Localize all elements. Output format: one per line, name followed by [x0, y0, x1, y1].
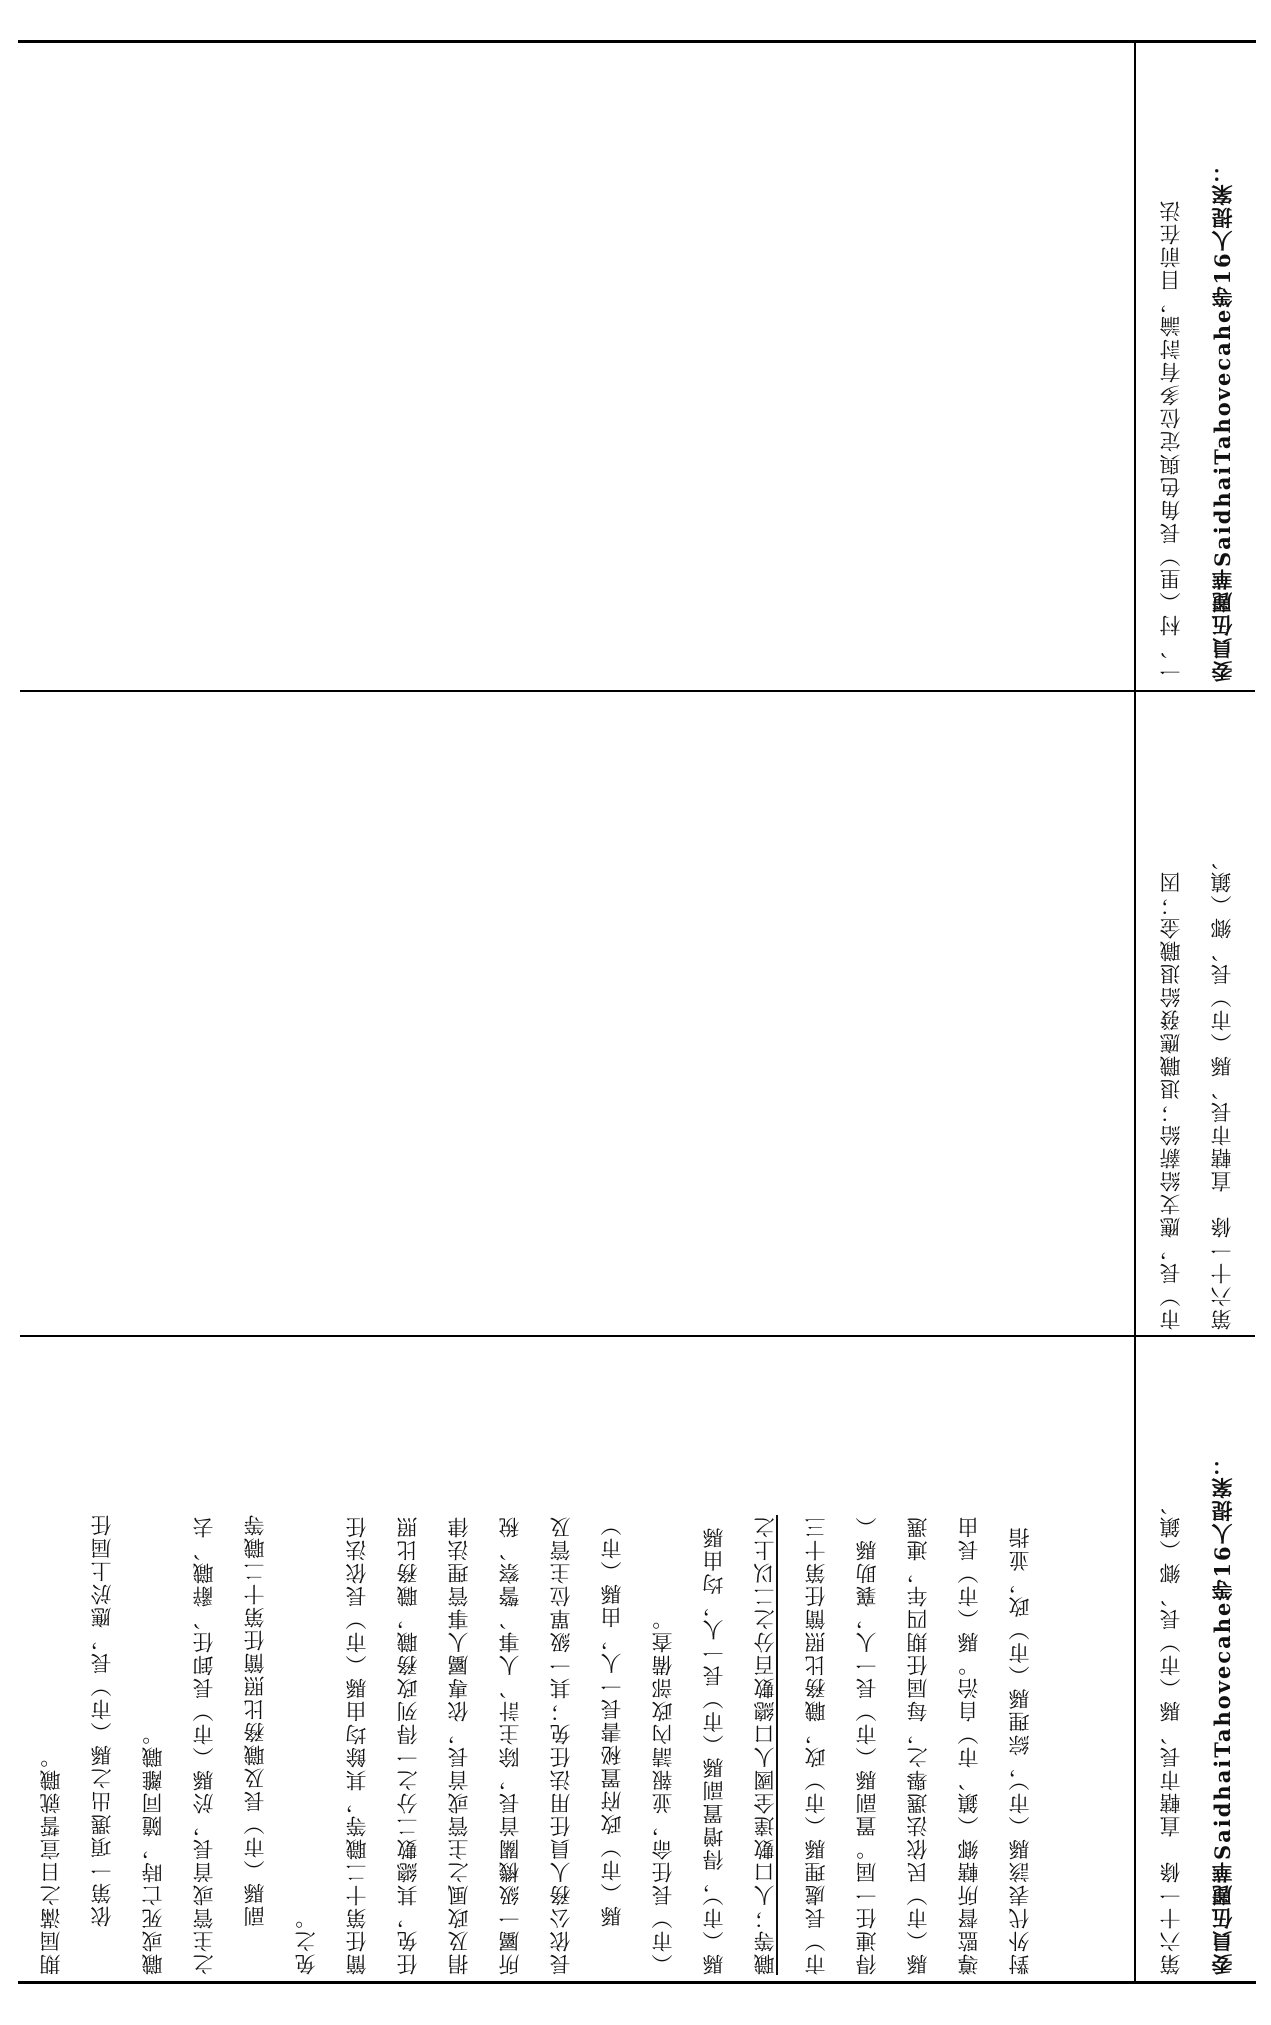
body-line-3: 縣（市）民依法選舉之，每屆任期四年，連選: [906, 1515, 930, 1975]
article-body-text: [26, 1345, 1046, 1975]
proposal-line: 一、村（里）長角色與定位多有討論，目前在法: [1159, 199, 1183, 682]
row-divider-1: [20, 690, 1255, 692]
current-law-cell: [1146, 700, 1248, 1330]
body-line-16: 副縣（市）長及職務比照簡任第十二職等: [243, 1513, 267, 1927]
body-line-2: 導監督所轄鄉（鎮、市）自治。縣（市）長由: [957, 1515, 981, 1975]
current-law-line-1: 第六十一條 直轄市長、縣（市）長、鄉（鎮、: [1210, 847, 1234, 1330]
proposal-heading-cell-top: [1146, 62, 1248, 682]
body-line-14: 簡任第十二職等，其餘均由縣（市）長依法任: [345, 1515, 369, 1975]
article-line: 第六十一條 直轄市長、縣（市）長、鄉（鎮、: [1159, 1492, 1183, 1975]
current-law-line-2: 市）長，應支給薪給；退職應發給退職金；因: [1159, 870, 1183, 1330]
table-top-rule: [18, 40, 1256, 43]
body-line-18: 職或死亡時，隨同離職。: [141, 1722, 165, 1975]
body-line-15: 免之。: [294, 1906, 318, 1975]
body-line-12: 捐及政風之主管或首長，依專屬人事管理法律: [447, 1515, 471, 1975]
proposal-heading: 委員伍麗華SaidhaiTahovecahe等16人提案：: [1210, 1452, 1235, 1975]
body-line-1: 對外代表該縣（市），綜理縣（市）政，並指: [1008, 1525, 1032, 1975]
row-divider-2: [20, 1335, 1255, 1337]
body-line-8: （市）長任命，並報請內政部備查。: [651, 1607, 675, 1975]
body-line-10: 長依公務人員任用法任免；其一級單位主管及: [549, 1515, 573, 1975]
body-line-9: 縣（市）政府置秘書長一人，由縣（市）: [600, 1513, 624, 1927]
body-line-17: 之主管或首長，於縣（市）長卸任、辭職、去: [192, 1515, 216, 1975]
body-line-20: 期屆滿之日宣誓就職。: [39, 1745, 63, 1975]
body-line-5: 市）長處理縣（市）政，職務比照簡任第十三: [804, 1515, 828, 1975]
proposal-heading: 委員伍麗華SaidhaiTahovecahe等16人提案：: [1210, 159, 1235, 682]
body-line-4: 得連任一屆。置副縣（市）長一人，襄助縣（: [855, 1515, 879, 1975]
body-line-7: 縣（市），得增置副縣（市）長一人，均由縣: [702, 1525, 726, 1975]
body-line-11: 所屬一級機關首長，除主計、人事、警察、稅: [498, 1515, 522, 1975]
table-bottom-rule: [18, 1981, 1256, 1984]
body-line-13: 任免，其總數二分之一得列政務職，職務比照: [396, 1515, 420, 1975]
proposal-heading-cell-bottom: [1146, 1345, 1248, 1975]
body-line-19: 依第一項選出之縣（市）長，應於上屆任: [90, 1513, 114, 1927]
column-divider: [1134, 42, 1136, 1982]
body-line-6: 職等；人口數達全國人口總數百分之二以上之: [753, 1515, 777, 1975]
